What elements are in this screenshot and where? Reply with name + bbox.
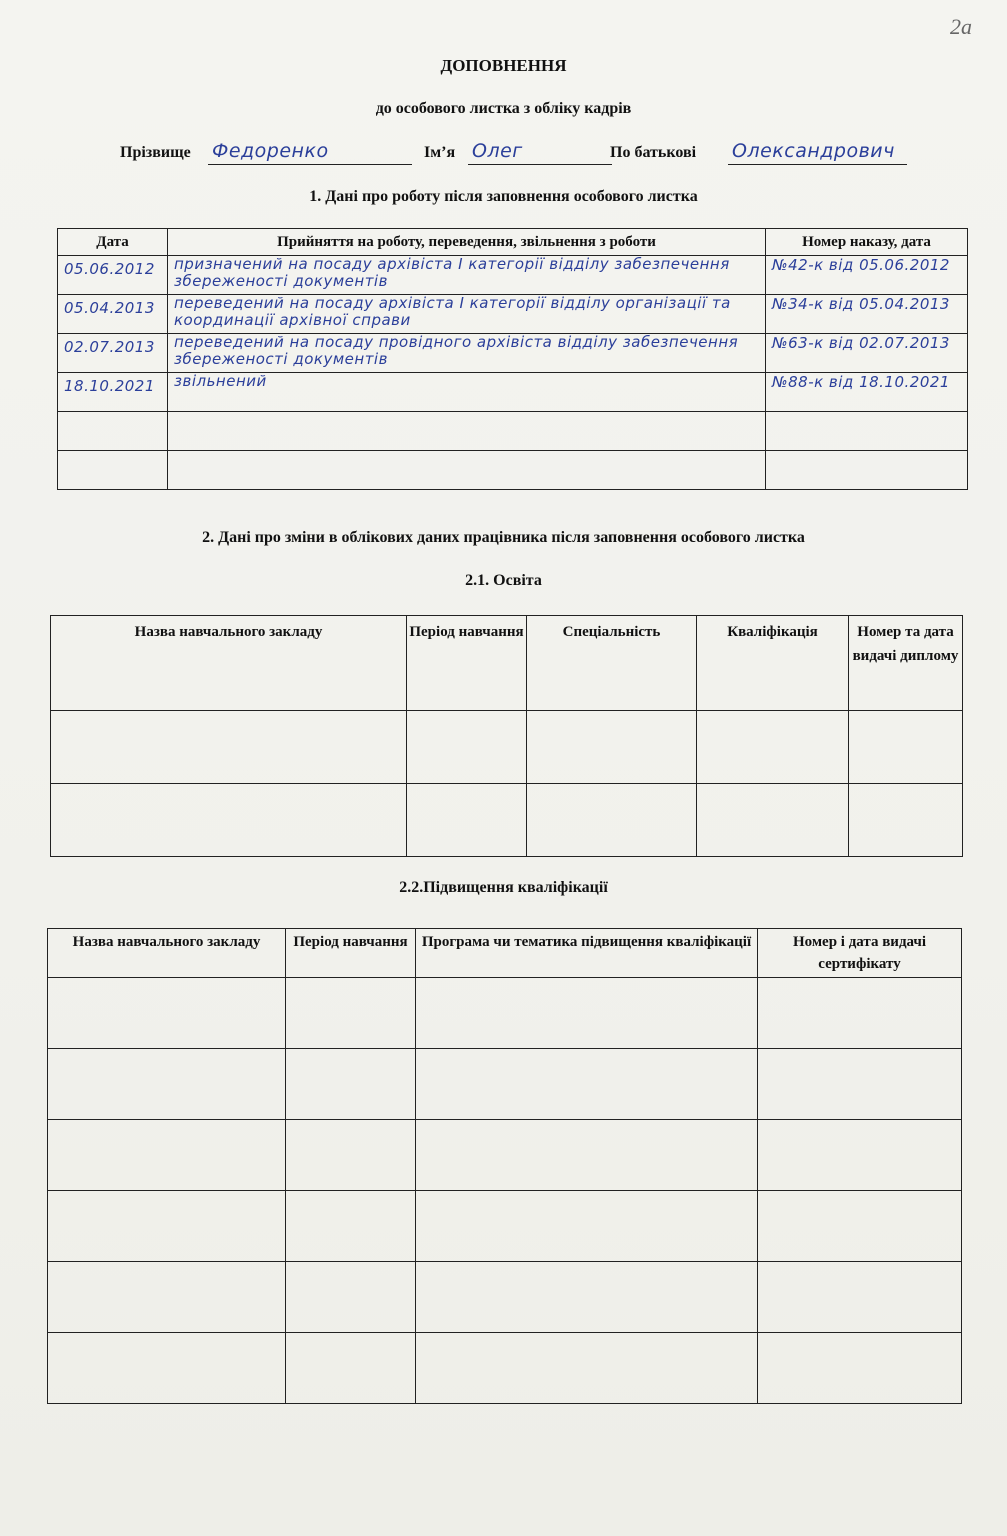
table-row [58, 334, 968, 373]
empty-cell [758, 1262, 962, 1333]
table-row [48, 1191, 962, 1262]
table-row [58, 373, 968, 412]
empty-cell [849, 784, 963, 857]
table-row [58, 295, 968, 334]
empty-cell [849, 711, 963, 784]
row-date [58, 412, 168, 451]
table-row [48, 1049, 962, 1120]
table-row [58, 412, 968, 451]
qualification-heading: 2.2.Підвищення кваліфікації [399, 879, 608, 896]
name-label: Ім’я [424, 144, 456, 161]
column-header: Прийняття на роботу, переведення, звільнення з роботи [168, 229, 766, 256]
column-header: Дата [58, 229, 168, 256]
surname-value: Федоренко [208, 140, 412, 165]
empty-cell [286, 978, 416, 1049]
document-title: ДОПОВНЕННЯ [440, 56, 567, 75]
column-header: Кваліфікація [697, 616, 849, 711]
table-row [48, 1120, 962, 1191]
row-description: переведений на посаду архівіста І категорії відділу організації та координації архівної справи [168, 295, 766, 334]
empty-cell [527, 711, 697, 784]
column-header: Період навчання [286, 929, 416, 978]
empty-cell [758, 1333, 962, 1404]
empty-cell [407, 711, 527, 784]
empty-cell [527, 784, 697, 857]
column-header: Назва навчального закладу [51, 616, 407, 711]
empty-cell [51, 711, 407, 784]
section2-heading: 2. Дані про зміни в облікових даних працівника після заповнення особового листка [202, 529, 805, 546]
empty-cell [48, 1049, 286, 1120]
empty-cell [697, 711, 849, 784]
patronymic-value: Олександрович [728, 140, 907, 165]
empty-cell [416, 1191, 758, 1262]
row-order: №88-к від 18.10.2021 [766, 373, 968, 412]
row-date: 02.07.2013 [58, 334, 168, 373]
empty-cell [697, 784, 849, 857]
empty-cell [48, 978, 286, 1049]
column-header: Номер наказу, дата [766, 229, 968, 256]
empty-cell [407, 784, 527, 857]
document-subtitle: до особового листка з обліку кадрів [375, 100, 632, 117]
empty-cell [286, 1333, 416, 1404]
work-history-table [57, 228, 968, 490]
surname-label: Прізвище [120, 144, 191, 161]
table-row [48, 1333, 962, 1404]
empty-cell [286, 1120, 416, 1191]
table-row [58, 451, 968, 490]
row-order: №63-к від 02.07.2013 [766, 334, 968, 373]
empty-cell [758, 978, 962, 1049]
empty-cell [48, 1191, 286, 1262]
column-header: Період навчання [407, 616, 527, 711]
table-header-row [58, 229, 968, 256]
education-table [50, 615, 963, 857]
qualification-table [47, 928, 962, 1404]
row-date: 05.04.2013 [58, 295, 168, 334]
empty-cell [286, 1191, 416, 1262]
empty-cell [48, 1120, 286, 1191]
empty-cell [758, 1191, 962, 1262]
row-description [168, 451, 766, 490]
patronymic-label: По батькові [610, 144, 697, 161]
row-date: 18.10.2021 [58, 373, 168, 412]
table-row [51, 711, 963, 784]
row-description: переведений на посаду провідного архівіста відділу забезпечення збереженості документів [168, 334, 766, 373]
column-header: Назва навчального закладу [48, 929, 286, 978]
empty-cell [286, 1262, 416, 1333]
row-order [766, 451, 968, 490]
corner-page-mark: 2а [950, 14, 972, 39]
empty-cell [416, 1333, 758, 1404]
empty-cell [48, 1262, 286, 1333]
empty-cell [416, 1120, 758, 1191]
section1-heading: 1. Дані про роботу після заповнення особового листка [309, 188, 698, 205]
table-row [48, 978, 962, 1049]
row-description: призначений на посаду архівіста І категорії відділу забезпечення збереженості документів [168, 256, 766, 295]
person-name-line [120, 140, 920, 170]
row-order: №34-к від 05.04.2013 [766, 295, 968, 334]
empty-cell [416, 1049, 758, 1120]
row-description [168, 412, 766, 451]
row-order: №42-к від 05.06.2012 [766, 256, 968, 295]
education-heading: 2.1. Освіта [465, 572, 542, 589]
table-header-row [48, 929, 962, 978]
table-row [58, 256, 968, 295]
column-header: Програма чи тематика підвищення кваліфікації [416, 929, 758, 978]
row-date: 05.06.2012 [58, 256, 168, 295]
row-description: звільнений [168, 373, 766, 412]
column-header: Номер і дата видачі сертифікату [758, 929, 962, 978]
empty-cell [48, 1333, 286, 1404]
table-row [51, 784, 963, 857]
empty-cell [758, 1049, 962, 1120]
empty-cell [758, 1120, 962, 1191]
empty-cell [51, 784, 407, 857]
table-header-row [51, 616, 963, 711]
row-order [766, 412, 968, 451]
name-value: Олег [468, 140, 612, 165]
row-date [58, 451, 168, 490]
empty-cell [416, 1262, 758, 1333]
table-row [48, 1262, 962, 1333]
empty-cell [416, 978, 758, 1049]
column-header: Номер та дата видачі диплому [849, 616, 963, 711]
empty-cell [286, 1049, 416, 1120]
column-header: Спеціальність [527, 616, 697, 711]
